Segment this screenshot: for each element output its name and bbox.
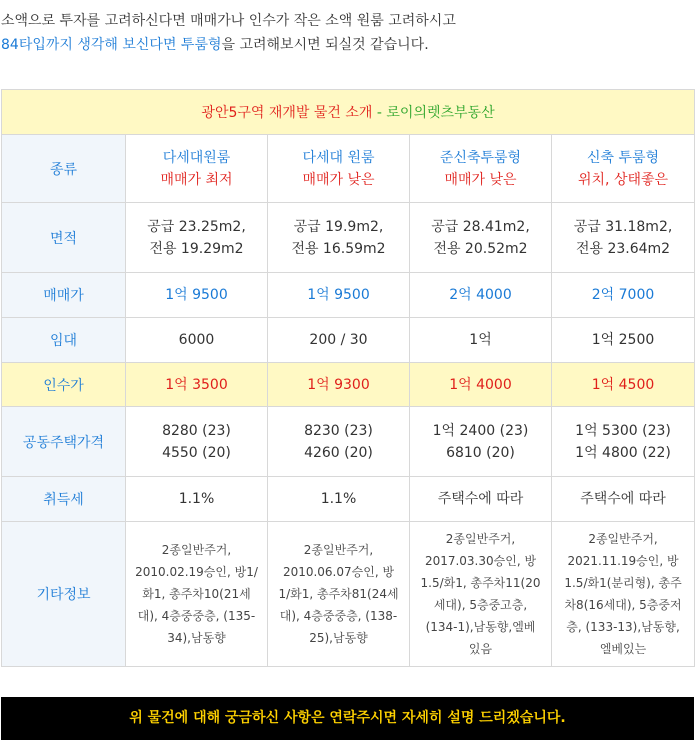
row-label-public-price: 공동주택가격 — [2, 407, 126, 477]
area-exclusive: 전용 19.29m2 — [149, 240, 244, 257]
public-price-23: 8230 (23) — [304, 422, 373, 439]
info-line: (134-1),남동향,엘베 — [425, 620, 536, 634]
public-price-cell — [552, 407, 695, 477]
sale-price-cell: 1억 9500 — [126, 273, 268, 318]
area-supply: 공급 31.18m2, — [573, 218, 673, 235]
acq-tax-cell: 주택수에 따라 — [552, 477, 695, 522]
acq-tax-cell: 주택수에 따라 — [410, 477, 552, 522]
table-title-main: 광안5구역 재개발 물건 소개 — [201, 105, 373, 121]
area-supply: 공급 23.25m2, — [147, 218, 246, 235]
row-label-acq-tax: 취득세 — [2, 477, 126, 522]
info-line: 25),남동향 — [309, 631, 368, 645]
area-exclusive: 전용 23.64m2 — [575, 240, 671, 257]
info-line: 2017.03.30승인, 방 — [424, 554, 537, 568]
info-line: 1/화1, 총주차81(24세 — [278, 587, 399, 601]
table-row-public-price — [2, 407, 695, 477]
row-label-rent: 임대 — [2, 318, 126, 363]
public-price-22: 1억 4800 (22) — [575, 444, 671, 461]
type-name: 준신축투룸형 — [439, 149, 522, 166]
acquisition-cell: 1억 4000 — [410, 363, 552, 407]
type-cell — [410, 135, 552, 203]
acq-tax-cell: 1.1% — [268, 477, 410, 522]
acquisition-cell: 1억 4500 — [552, 363, 695, 407]
rent-cell: 1억 — [410, 318, 552, 363]
type-name: 다세대 원룸 — [302, 149, 375, 166]
info-line: 2종일반주거, — [303, 543, 374, 557]
area-cell — [126, 203, 268, 273]
info-line: 2종일반주거, — [588, 532, 658, 546]
public-price-20: 6810 (20) — [446, 444, 515, 461]
info-line: 34),남동향 — [167, 631, 226, 645]
rent-cell: 6000 — [126, 318, 268, 363]
rent-cell: 200 / 30 — [268, 318, 410, 363]
table-title-row — [2, 90, 695, 135]
public-price-20: 4550 (20) — [162, 444, 231, 461]
info-line: 대), 4층중중층, (135- — [137, 609, 256, 623]
info-line: 세대), 5층중고층, — [433, 598, 528, 612]
type-note: 매매가 낮은 — [444, 171, 517, 188]
area-cell — [268, 203, 410, 273]
info-line: 1.5/화1, 총주차11(20 — [420, 576, 541, 590]
contact-banner: 위 물건에 대해 궁금하신 사항은 연락주시면 자세히 설명 드리겠습니다. — [1, 697, 694, 740]
info-line: 있음 — [468, 642, 493, 656]
other-info-cell — [268, 522, 410, 667]
public-price-cell — [410, 407, 552, 477]
rent-cell: 1억 2500 — [552, 318, 695, 363]
acq-tax-cell: 1.1% — [126, 477, 268, 522]
table-row-rent — [2, 318, 695, 363]
info-line: 1.5/화1(분리형), 총주 — [564, 576, 682, 590]
type-cell — [552, 135, 695, 203]
info-line: 2종일반주거, — [161, 543, 232, 557]
table-row-area — [2, 203, 695, 273]
row-label-type: 종류 — [2, 135, 126, 203]
info-line: 화1, 총주차10(21세 — [142, 587, 251, 601]
public-price-23: 1억 5300 (23) — [575, 422, 671, 439]
intro-line-2-rest: 을 고려해보시면 되실것 같습니다. — [221, 37, 429, 53]
info-line: 2010.02.19승인, 방1/ — [135, 565, 258, 579]
row-label-acquisition: 인수가 — [2, 363, 126, 407]
sale-price-cell: 2억 4000 — [410, 273, 552, 318]
type-cell — [268, 135, 410, 203]
other-info-cell — [126, 522, 268, 667]
table-row-acq-tax — [2, 477, 695, 522]
table-title-sub: 로이의렛츠부동산 — [386, 105, 495, 121]
type-name: 다세대원룸 — [162, 149, 231, 166]
area-cell — [552, 203, 695, 273]
table-title-separator: - — [372, 105, 387, 121]
info-line: 2010.06.07승인, 방 — [282, 565, 395, 579]
info-line: 층, (133-13),남동향, — [566, 620, 680, 634]
area-supply: 공급 28.41m2, — [431, 218, 530, 235]
sale-price-cell: 1억 9500 — [268, 273, 410, 318]
sale-price-cell: 2억 7000 — [552, 273, 695, 318]
info-line: 대), 4층중중층, (138- — [279, 609, 398, 623]
acquisition-cell: 1억 9300 — [268, 363, 410, 407]
intro-line-2-accent: 84타입까지 생각해 보신다면 투룸형 — [1, 37, 222, 53]
type-note: 매매가 최저 — [160, 171, 233, 188]
public-price-23: 1억 2400 (23) — [432, 422, 529, 439]
intro-line-2 — [0, 33, 696, 57]
area-exclusive: 전용 16.59m2 — [291, 240, 386, 257]
area-cell — [410, 203, 552, 273]
type-note: 위치, 상태좋은 — [578, 171, 669, 188]
table-row-type — [2, 135, 695, 203]
other-info-cell — [552, 522, 695, 667]
public-price-20: 4260 (20) — [304, 444, 373, 461]
row-label-sale-price: 매매가 — [2, 273, 126, 318]
intro-line-1: 소액으로 투자를 고려하신다면 매매가나 인수가 작은 소액 원룸 고려하시고 — [1, 13, 456, 29]
public-price-cell — [126, 407, 268, 477]
table-row-sale-price — [2, 273, 695, 318]
table-row-acquisition — [2, 363, 695, 407]
acquisition-cell: 1억 3500 — [126, 363, 268, 407]
info-line: 2021.11.19승인, 방 — [567, 554, 679, 568]
type-cell — [126, 135, 268, 203]
info-line: 엘베있는 — [599, 642, 647, 656]
property-listing-table — [1, 89, 695, 667]
area-exclusive: 전용 20.52m2 — [433, 240, 528, 257]
info-line: 2종일반주거, — [445, 532, 516, 546]
row-label-area: 면적 — [2, 203, 126, 273]
row-label-other-info: 기타정보 — [2, 522, 126, 667]
public-price-23: 8280 (23) — [162, 422, 231, 439]
type-name: 신축 투룸형 — [586, 149, 660, 166]
table-title — [2, 90, 695, 135]
public-price-cell — [268, 407, 410, 477]
intro-text — [0, 9, 696, 57]
type-note: 매매가 낮은 — [302, 171, 375, 188]
table-row-other-info — [2, 522, 695, 667]
other-info-cell — [410, 522, 552, 667]
area-supply: 공급 19.9m2, — [293, 218, 384, 235]
info-line: 차8(16세대), 5층중저 — [564, 598, 682, 612]
